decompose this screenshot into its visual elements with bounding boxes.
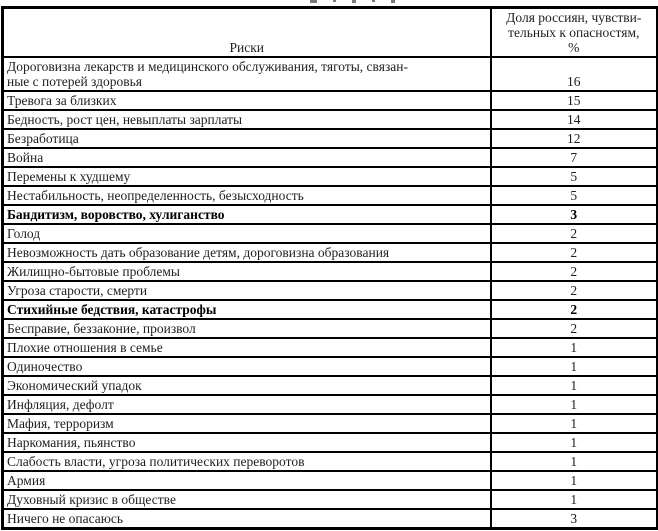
risk-share-value: 7 <box>491 148 658 167</box>
clipped-caption-fragment <box>310 0 450 4</box>
table-row <box>3 509 658 529</box>
table-row <box>3 167 658 186</box>
clipped-glyph-mark <box>352 0 356 3</box>
risk-label: Перемены к худшему <box>3 167 491 186</box>
risk-share-value: 2 <box>491 262 658 281</box>
clipped-glyph-mark <box>391 0 395 3</box>
risk-share-value: 1 <box>491 376 658 395</box>
risk-label: Стихийные бедствия, катастрофы <box>3 300 491 319</box>
risk-label: Бандитизм, воровство, хулиганство <box>3 205 491 224</box>
risk-share-value: 2 <box>491 243 658 262</box>
risk-label: Жилищно-бытовые проблемы <box>3 262 491 281</box>
table-row <box>3 338 658 357</box>
risk-share-value: 2 <box>491 300 658 319</box>
column-header-share: Доля россиян, чувстви- тельных к опасностям, % <box>491 8 658 58</box>
table-row <box>3 281 658 300</box>
risk-label: Нестабильность, неопределенность, безысходность <box>3 186 491 205</box>
table-row <box>3 433 658 452</box>
risk-label: Наркомания, пьянство <box>3 433 491 452</box>
risk-share-value: 3 <box>491 509 658 529</box>
risk-share-value: 16 <box>491 57 658 91</box>
table-row <box>3 57 658 91</box>
risk-label: Мафия, терроризм <box>3 414 491 433</box>
risk-share-value: 1 <box>491 414 658 433</box>
risk-share-value: 3 <box>491 205 658 224</box>
risk-share-value: 5 <box>491 186 658 205</box>
risk-share-value: 2 <box>491 281 658 300</box>
risk-label: Ничего не опасаюсь <box>3 509 491 529</box>
risk-label: Экономический упадок <box>3 376 491 395</box>
table-header-row <box>3 8 658 58</box>
risk-label: Война <box>3 148 491 167</box>
risks-table-body <box>3 57 658 529</box>
risk-label: Инфляция, дефолт <box>3 395 491 414</box>
risk-share-value: 1 <box>491 338 658 357</box>
table-row <box>3 376 658 395</box>
table-row <box>3 414 658 433</box>
risk-share-value: 1 <box>491 452 658 471</box>
risk-label: Слабость власти, угроза политических переворотов <box>3 452 491 471</box>
clipped-glyph-mark <box>372 0 375 2</box>
risk-share-value: 1 <box>491 490 658 509</box>
risk-label: Плохие отношения в семье <box>3 338 491 357</box>
risk-share-value: 14 <box>491 110 658 129</box>
table-row <box>3 490 658 509</box>
risk-label: Бедность, рост цен, невыплаты зарплаты <box>3 110 491 129</box>
risk-label: Бесправие, беззаконие, произвол <box>3 319 491 338</box>
risk-share-value: 1 <box>491 471 658 490</box>
table-row <box>3 243 658 262</box>
table-row <box>3 452 658 471</box>
table-row <box>3 205 658 224</box>
clipped-glyph-mark <box>333 0 336 2</box>
table-row <box>3 224 658 243</box>
table-row <box>3 129 658 148</box>
risk-share-value: 2 <box>491 319 658 338</box>
risks-table <box>1 6 658 530</box>
risk-share-value: 1 <box>491 433 658 452</box>
risk-label: Тревога за близких <box>3 91 491 110</box>
column-header-risks: Риски <box>3 8 491 58</box>
table-row <box>3 186 658 205</box>
table-row <box>3 357 658 376</box>
table-row <box>3 110 658 129</box>
risk-share-value: 12 <box>491 129 658 148</box>
clipped-glyph-mark <box>310 0 317 3</box>
risk-label: Угроза старости, смерти <box>3 281 491 300</box>
risk-label: Дороговизна лекарств и медицинского обслуживания, тяготы, связан- ные с потерей здоровья <box>3 57 491 91</box>
risk-share-value: 1 <box>491 357 658 376</box>
risk-share-value: 5 <box>491 167 658 186</box>
risk-label: Безработица <box>3 129 491 148</box>
table-row <box>3 319 658 338</box>
table-row <box>3 262 658 281</box>
table-row <box>3 471 658 490</box>
risk-label: Невозможность дать образование детям, дороговизна образования <box>3 243 491 262</box>
risk-label: Голод <box>3 224 491 243</box>
risk-label: Духовный кризис в обществе <box>3 490 491 509</box>
table-row <box>3 300 658 319</box>
risk-label: Армия <box>3 471 491 490</box>
risk-share-value: 1 <box>491 395 658 414</box>
risk-label: Одиночество <box>3 357 491 376</box>
table-row <box>3 395 658 414</box>
risk-share-value: 15 <box>491 91 658 110</box>
risk-share-value: 2 <box>491 224 658 243</box>
table-row <box>3 148 658 167</box>
table-row <box>3 91 658 110</box>
